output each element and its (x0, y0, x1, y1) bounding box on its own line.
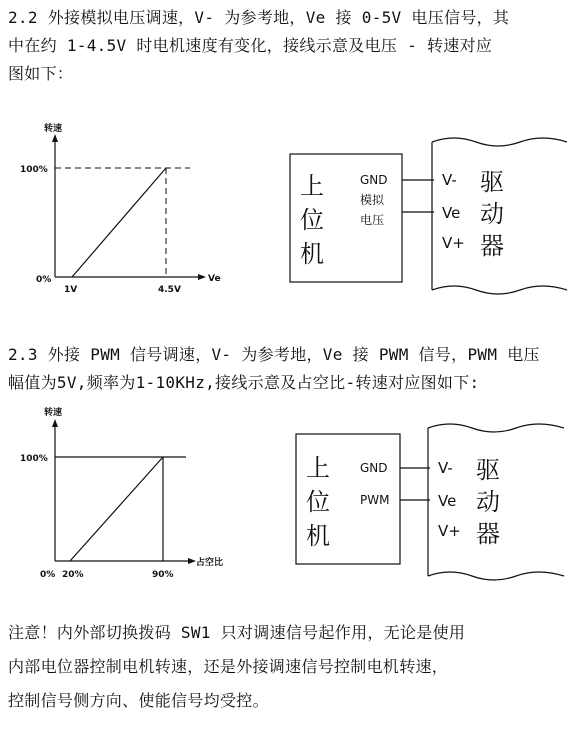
controller-label-char: 机 (306, 522, 330, 550)
driver-label-char: 器 (476, 520, 500, 548)
voltage-speed-chart (0, 112, 230, 302)
driver-pin-label: V+ (442, 234, 465, 252)
section-2-2-text (8, 4, 574, 88)
driver-pin-label: Ve (442, 204, 461, 222)
driver-label-char: 器 (480, 232, 504, 260)
driver-label-char: 动 (480, 200, 504, 228)
controller-label-char: 上 (300, 172, 324, 200)
chart-x-axis-label: Ve (208, 274, 221, 284)
text-line: 内部电位器控制电机转速，还是外接调速信号控制电机转速， (8, 657, 449, 676)
chart-y-tick-label: 100% (20, 454, 48, 464)
controller-label-char: 机 (300, 240, 324, 268)
analog-wiring-diagram (282, 132, 582, 302)
controller-label-char: 位 (300, 206, 324, 234)
signal-label: 电压 (360, 213, 385, 227)
driver-pin-label: V- (442, 171, 457, 189)
chart-y-axis-label: 转速 (44, 408, 63, 418)
text-line: 中在约 1-4.5V 时电机速度有变化，接线示意及电压 - 转速对应 (8, 36, 493, 55)
chart-series-line (72, 168, 166, 277)
chart-x-tick-label: 4.5V (158, 285, 181, 295)
controller-label-char: 上 (306, 454, 330, 482)
text-line: 幅值为5V,频率为1-10KHz,接线示意及占空比-转速对应图如下: (8, 373, 480, 392)
chart-y-tick-label: 0% (36, 275, 52, 285)
section-2-3-text (8, 341, 574, 397)
driver-pin-label: Ve (438, 492, 457, 510)
signal-label: GND (360, 461, 388, 475)
driver-pin-label: V+ (438, 522, 461, 540)
signal-label: GND (360, 173, 388, 187)
chart-x-arrow (188, 558, 196, 564)
chart-x-tick-label: 20% (62, 570, 84, 580)
driver-label-char: 动 (476, 488, 500, 516)
chart-x-arrow (198, 274, 206, 280)
controller-label-char: 位 (306, 488, 330, 516)
chart-y-arrow (52, 134, 58, 142)
driver-label-char: 驱 (476, 456, 500, 484)
chart-x-tick-label: 1V (64, 285, 78, 295)
pwm-wiring-diagram (292, 420, 582, 590)
text-line: 控制信号侧方向、使能信号均受控。 (8, 691, 269, 710)
signal-label: 模拟 (360, 193, 385, 207)
chart-series-line (70, 457, 163, 561)
chart-y-tick-label: 0% (40, 570, 56, 580)
driver-pin-label: V- (438, 459, 453, 477)
text-line: 2.2 外接模拟电压调速，V- 为参考地，Ve 接 0-5V 电压信号，其 (8, 8, 510, 27)
chart-x-tick-label: 90% (152, 570, 174, 580)
chart-y-arrow (52, 419, 58, 427)
text-line: 2.3 外接 PWM 信号调速，V- 为参考地，Ve 接 PWM 信号，PWM 电压 (8, 345, 540, 364)
driver-label-char: 驱 (480, 168, 504, 196)
note-text (8, 616, 574, 718)
text-line: 注意！内外部切换拨码 SW1 只对调速信号起作用，无论是使用 (8, 623, 466, 642)
signal-label: PWM (360, 493, 390, 507)
chart-y-tick-label: 100% (20, 165, 48, 175)
text-line: 图如下： (8, 64, 74, 83)
chart-x-axis-label: 占空比 (196, 558, 224, 568)
duty-speed-chart (0, 402, 240, 582)
chart-y-axis-label: 转速 (44, 124, 63, 134)
